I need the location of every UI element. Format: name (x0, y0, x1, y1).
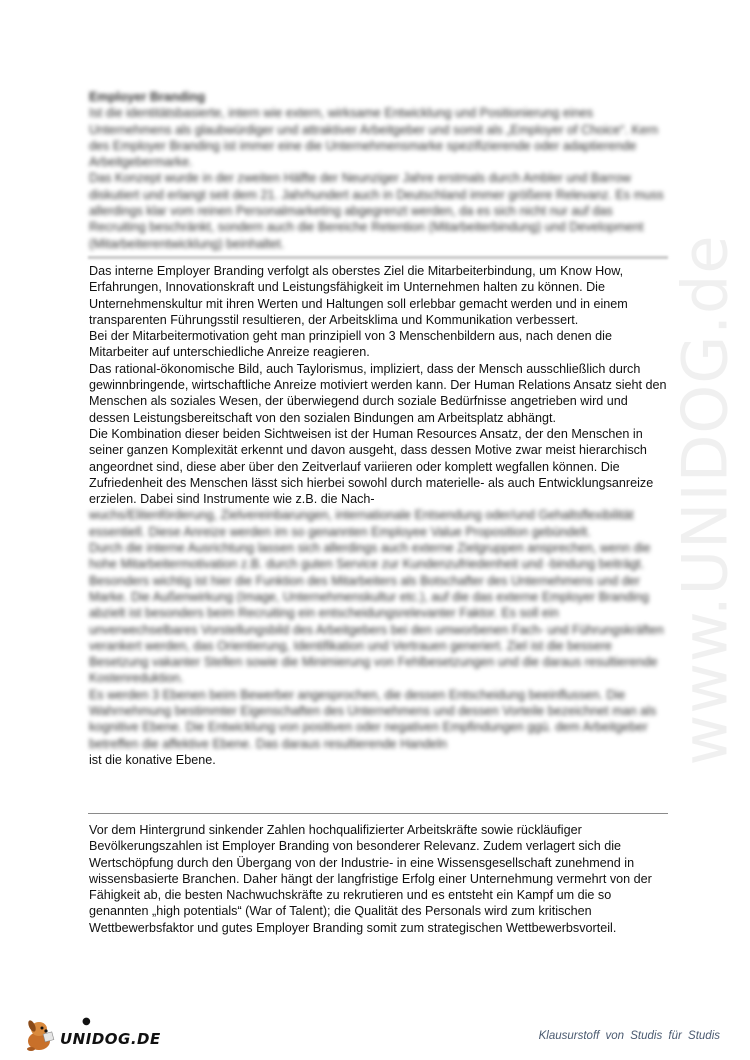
blurred-paragraph: Ist die identitätsbasierte, intern wie extern, wirksame Entwicklung und Positionierung eines Unternehmens als glaubwürdiger und attraktiver Arbeitgeber und somit als „Employer of Choice“. Kern des Employer Branding ist immer eine die Unternehmensmarke spezifizierende oder adaptierende Arbeitgebermarke. (89, 106, 659, 170)
section-divider (88, 813, 668, 814)
relevance-section (89, 822, 667, 936)
blurred-paragraph: Das Konzept wurde in der zweiten Hälfte der Neunziger Jahre erstmals durch Ambler und Barrow diskutiert und erlangt seit dem 21. Jahrhundert auch in Deutschland immer größere Relevanz. Es muss allerdings klar vom reinen Personalmarketing abgegrenzt werden, da es sich nicht nur auf das Recruiting beschränkt, sondern auch die Bereiche Retention (Mitarbeiterbindung) und Development (Mitarbeiterentwicklung) beinhaltet. (89, 171, 664, 251)
paragraph-closing-line: ist die konative Ebene. (89, 752, 216, 767)
paragraph: Das rational-ökonomische Bild, auch Taylorismus, impliziert, dass der Mensch ausschließlich durch gewinnbringende, wirtschaftliche Anreize motiviert werden kann. Der Human Relations Ansatz sieht den Menschen als soziales Wesen, der überwiegend durch soziale Bedürfnisse angetrieben wird und dessen Leistungsbereitschaft von den sozialen Bindungen am Arbeitsplatz abhängt. (89, 361, 667, 425)
unidog-logo[interactable] (22, 1016, 161, 1052)
paragraph: Das interne Employer Branding verfolgt als oberstes Ziel die Mitarbeiterbindung, um Know How, Erfahrungen, Innovationskraft und Leistungsfähigkeit im Unternehmen halten zu können. Die Unternehmenskultur mit ihren Werten und Haltungen soll erlebbar gemacht werden und in einem transparenten Führungsstil resultieren, der Arbeitsklima und Kommunikation verbessert. (89, 264, 628, 327)
blurred-paragraph: wuchs/Elitenförderung, Zielvereinbarungen, internationale Entsendung oder/und Gehaltsflexibilität essentiell. Diese Anreize werden im so genannten Employee Value Proposition gebündelt. (89, 508, 634, 539)
blurred-intro-section (89, 89, 667, 252)
paw-icon: ● (82, 1016, 92, 1027)
paragraph: Die Kombination dieser beiden Sichtweisen ist der Human Resources Ansatz, der den Menschen in seiner ganzen Komplexität erkennt und davon ausgeht, dass dessen Motive zwar meist hierarchisch angeordnet sind, diese aber über den Zeitverlauf variieren oder komplett wegfallen können. Die Zufriedenheit des Menschen lässt sich hierbei sowohl durch materielle- als auch Entwicklungsanreize erzielen. Dabei sind Instrumente wie z.B. die Nach- (89, 426, 654, 507)
blurred-paragraph: Es werden 3 Ebenen beim Bewerber angesprochen, die dessen Entscheidung beeinflussen. Die Wahrnehmung bestimmter Eigenschaften des Unternehmens und dessen Vorteile bezeichnet man als kognitive Ebene. Die Entwicklung von positiven oder negativen Empfindungen ggü. dem Arbeitgeber betreffen die affektive Ebene. Das daraus resultierende Handeln (89, 687, 657, 751)
logo-text (60, 1016, 161, 1048)
logo-label: UNIDOG.DE (60, 1030, 161, 1048)
watermark-text: www.UNIDOG.de (668, 234, 742, 766)
dog-mascot-icon (22, 1016, 58, 1052)
paragraph: Vor dem Hintergrund sinkender Zahlen hochqualifizierter Arbeitskräfte sowie rückläufiger Bevölkerungszahlen ist Employer Branding von besonderer Relevanz. Zudem verlagert sich die Wertschöpfung durch den Übergang von der Industrie- in eine Wissensgesellschaft zunehmend in wissensbasierte Branchen. Daher hängt der langfristige Erfolg einer Unternehmung vermehrt von der Fähigkeit ab, die besten Nachwuchskräfte zu rekrutieren und es entsteht ein Kampf um die so genannten „high potentials“ (War of Talent); die Qualität des Personals wird zum kritischen Wettbewerbsfaktor und gutes Employer Branding somit zum strategischen Wettbewerbsvorteil. (89, 823, 652, 935)
footer-slogan: Klausurstoff von Studis für Studis (538, 1030, 720, 1042)
paragraph: Bei der Mitarbeitermotivation geht man prinzipiell von 3 Menschenbildern aus, nach denen die Mitarbeiter auf unterschiedliche Anreize reagieren. (89, 329, 612, 360)
blurred-paragraph: Durch die interne Ausrichtung lassen sich allerdings auch externe Zielgruppen ansprechen, wenn die hohe Mitarbeitermotivation z.B. durch guten Service zur Kundenzufriedenheit und -bindung beiträgt. Besonders wichtig ist hier die Funktion des Mitarbeiters als Botschafter des Unternehmens und der Marke. Die Außenwirkung (Image, Unternehmenskultur etc.), auf die das externe Employer Branding abzielt ist besonders beim Recruiting ein entscheidungsrelevanter Faktor. Es soll ein unverwechselbares Vorstellungsbild des Arbeitgebers bei den umworbenen Fach- und Führungskräften verankert werden, das Orientierung, Identifikation und Vertrauen generiert. Ziel ist die bessere Besetzung vakanter Stellen sowie die Minimierung von Fehlbesetzungen und die daraus resultierende Kostenreduktion. (89, 541, 664, 686)
section-heading: Employer Branding (89, 90, 206, 104)
watermark (660, 234, 750, 766)
blurred-region (89, 507, 667, 751)
section-divider (88, 256, 668, 259)
internal-branding-section (89, 263, 667, 768)
